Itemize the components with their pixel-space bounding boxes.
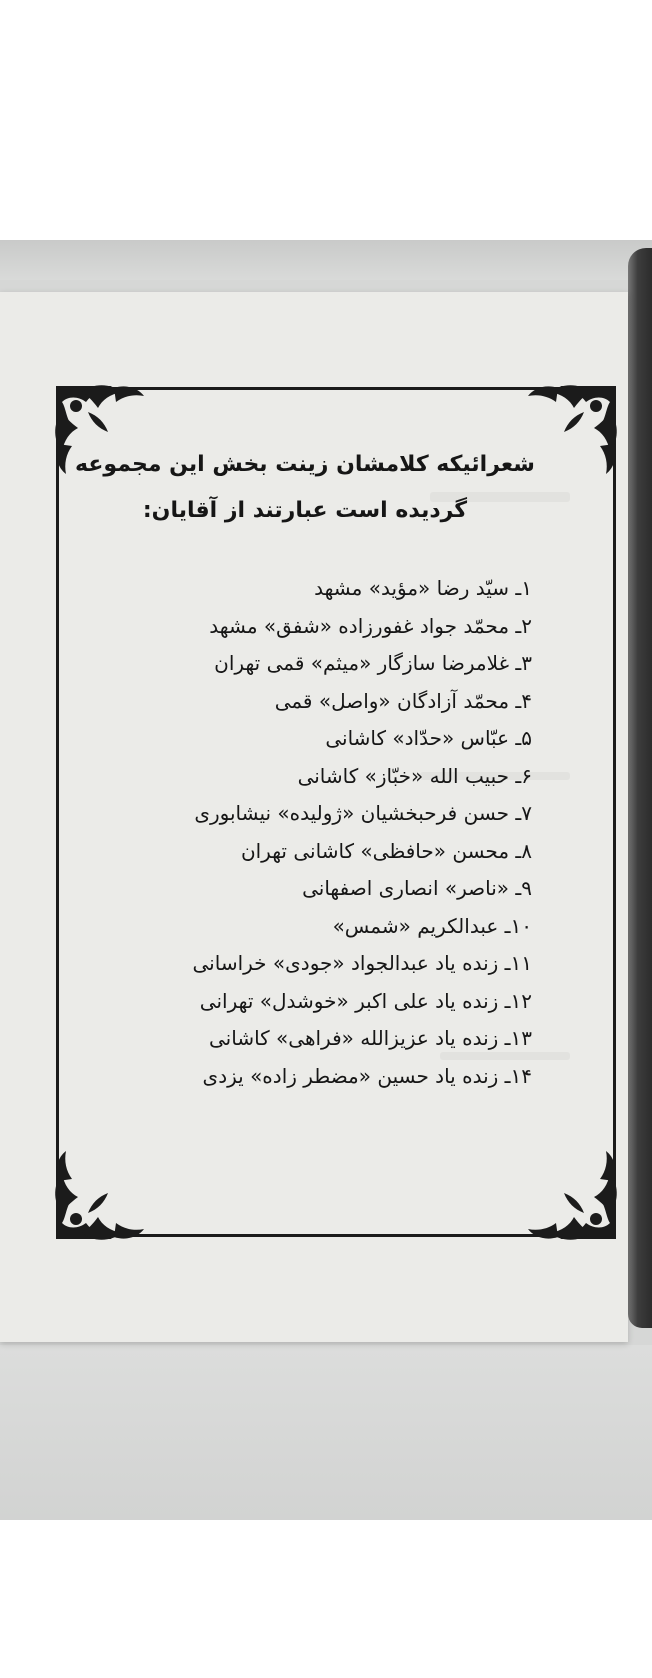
page-content [70,442,550,1095]
corner-ornament-icon [52,1147,148,1243]
list-item: ۶ـ حبیب الله «خبّاز» کاشانی [297,763,532,788]
list-item: ۵ـ عبّاس «حدّاد» کاشانی [325,726,532,750]
list-item: ۱۳ـ زنده یاد عزیزالله «فراهی» کاشانی [208,1026,532,1050]
list-item: ۸ـ محسن «حافظی» کاشانی تهران [240,838,532,863]
list-item: ۱۰ـ عبدالکریم «شمس» [332,913,532,938]
list-item: ۹ـ «ناصر» انصاری اصفهانی [302,876,532,900]
book-page [0,292,628,1342]
corner-ornament-icon [524,1147,620,1243]
list-item: ۱۱ـ زنده یاد عبدالجواد «جودی» خراسانی [192,951,532,975]
list-item: ۱۴ـ زنده یاد حسین «مضطر زاده» یزدی [202,1063,532,1088]
book-spine-edge [628,248,652,1328]
list-item: ۷ـ حسن فرحبخشیان «ژولیده» نیشابوری [194,801,532,825]
heading-line-1: شعرائیکه کلامشان زینت بخش این مجموعه [75,452,535,477]
heading-line-2: گردیده است عبارتند از آقایان: [142,498,468,523]
list-item: ۳ـ غلامرضا سازگار «میثم» قمی تهران [214,651,532,675]
list-item: ۱ـ سیّد رضا «مؤید» مشهد [314,576,532,600]
list-item: ۴ـ محمّد آزادگان «واصل» قمی [274,688,532,713]
photo-shadow [0,240,652,280]
photo-background [0,240,652,1520]
page-heading [70,442,550,534]
list-item: ۲ـ محمّد جواد غفورزاده «شفق» مشهد [209,613,532,638]
list-item: ۱۲ـ زنده یاد علی اکبر «خوشدل» تهرانی [199,988,532,1013]
poets-list [70,570,550,1095]
table-surface [0,1345,652,1520]
